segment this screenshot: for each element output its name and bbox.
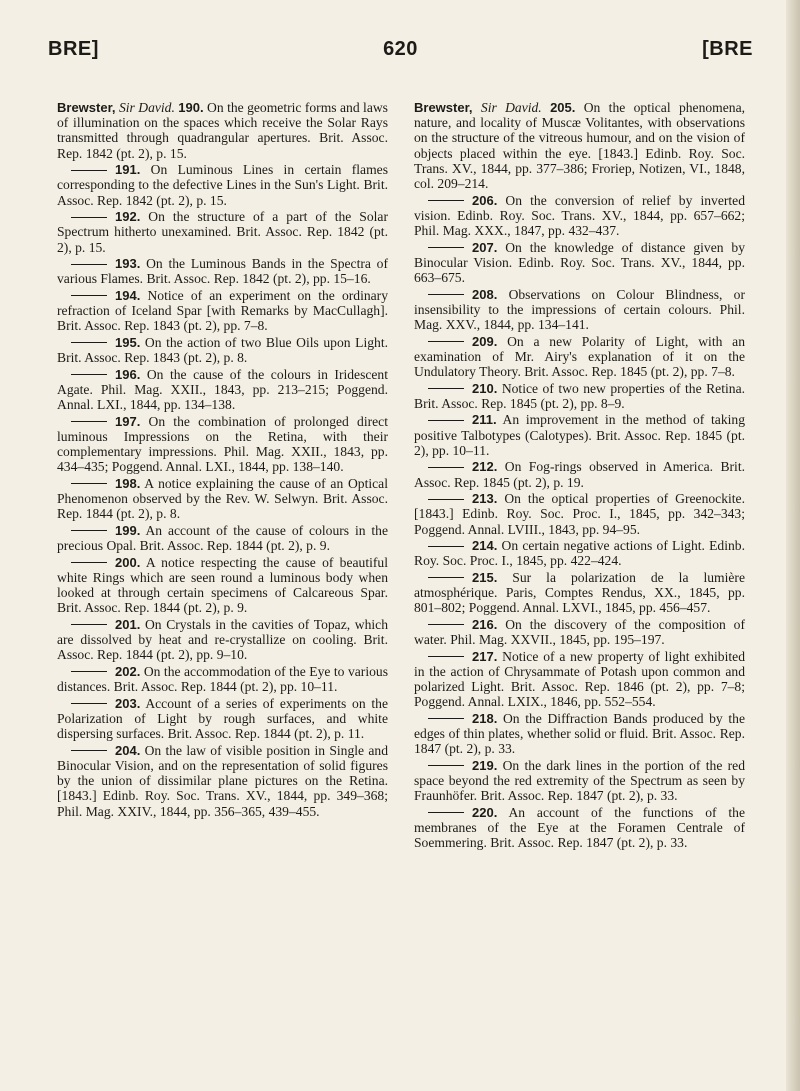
entry-text: On a new Polarity of Light, with an examination of Mr. Airy's explanation of it on the Undulatory Theory. Brit. Assoc. Rep. 1845 (pt. 2), pp. 7–8. xyxy=(414,333,745,380)
bibliography-entry xyxy=(57,335,388,365)
entry-text: On certain negative actions of Light. Edinb. Roy. Soc. Proc. I., 1845, pp. 422–424. xyxy=(414,538,745,569)
entry-text: On the knowledge of distance given by Binocular Vision. Edinb. Roy. Soc. Trans. XV., 1844, pp. 663–675. xyxy=(414,239,745,286)
ditto-dash xyxy=(428,718,464,719)
ditto-dash xyxy=(428,656,464,657)
ditto-dash xyxy=(428,247,464,248)
author-forename: Sir David. xyxy=(480,100,542,115)
header-left: BRE] xyxy=(48,38,99,60)
entry-text: On Crystals in the cavities of Topaz, which are dissolved by heat and re-crystallize on cooling. Brit. Assoc. Rep. 1844 (pt. 2), pp. 9–10. xyxy=(57,617,388,663)
bibliography-entry xyxy=(57,696,388,742)
entry-number: 200. xyxy=(115,554,141,570)
ditto-dash xyxy=(428,546,464,547)
ditto-dash xyxy=(428,420,464,421)
entry-text: On the optical properties of Greenockite. [1843.] Edinb. Roy. Soc. Proc. I., 1845, pp. 342–343; Poggend. Annal. LVIII., 1843, pp. 94–95. xyxy=(414,491,745,537)
ditto-dash xyxy=(71,217,107,218)
entry-number: 207. xyxy=(472,239,498,255)
bibliography-entry xyxy=(57,664,388,694)
entry-text: On the cause of the colours in Iridescent Agate. Phil. Mag. XXII., 1843, pp. 213–215; Poggend. Annal. LXI., 1844, pp. 134–138. xyxy=(57,366,389,413)
header-right: [BRE xyxy=(702,38,753,60)
left-column xyxy=(57,100,388,852)
entry-number: 194. xyxy=(115,288,141,303)
bibliography-entry xyxy=(414,570,745,616)
bibliography-entry xyxy=(414,617,745,647)
ditto-dash xyxy=(71,421,107,422)
entry-number: 193. xyxy=(115,256,141,272)
entry-number: 215. xyxy=(472,570,498,585)
bibliography-entry xyxy=(414,805,745,851)
ditto-dash xyxy=(428,812,464,813)
entry-number: 203. xyxy=(115,695,141,711)
entry-number: 217. xyxy=(472,648,498,664)
bibliography-entry xyxy=(57,288,388,334)
ditto-dash xyxy=(428,294,464,295)
bibliography-entry xyxy=(414,240,745,286)
entry-number: 210. xyxy=(472,380,498,396)
bibliography-entry xyxy=(57,476,388,522)
entry-number: 204. xyxy=(115,742,141,758)
entry-text: On the accommodation of the Eye to various distances. Brit. Assoc. Rep. 1844 (pt. 2), pp. 10–11. xyxy=(57,664,388,695)
bibliography-entry xyxy=(57,367,388,413)
bibliography-entry xyxy=(57,617,388,663)
bibliography-entry xyxy=(57,414,388,475)
entry-number: 220. xyxy=(472,805,498,820)
ditto-dash xyxy=(71,483,107,484)
bibliography-entry xyxy=(414,491,745,537)
bibliography-entry xyxy=(414,381,745,411)
page-edge xyxy=(786,0,800,1091)
bibliography-entry xyxy=(414,412,745,458)
entry-text: On Fog-rings observed in America. Brit. Assoc. Rep. 1845 (pt. 2), p. 19. xyxy=(414,459,746,490)
ditto-dash xyxy=(428,577,464,578)
ditto-dash xyxy=(428,200,464,201)
entry-text: Notice of two new properties of the Retina. Brit. Assoc. Rep. 1845 (pt. 2), pp. 8–9. xyxy=(414,380,745,411)
ditto-dash xyxy=(71,671,107,672)
entry-number: 190. xyxy=(178,100,204,115)
entry-number: 197. xyxy=(115,413,141,429)
entry-text: On the Luminous Bands in the Spectra of various Flames. Brit. Assoc. Rep. 1842 (pt. 2), pp. 15–16. xyxy=(57,256,388,287)
ditto-dash xyxy=(428,388,464,389)
entry-text: On the Diffraction Bands produced by the edges of thin plates, whether solid or fluid. Brit. Assoc. Rep. 1847 (pt. 2), p. 33. xyxy=(414,711,745,757)
ditto-dash xyxy=(428,624,464,625)
entry-number: 192. xyxy=(115,209,141,225)
ditto-dash xyxy=(71,562,107,563)
bibliography-entry xyxy=(57,256,388,286)
entry-text: Notice of an experiment on the ordinary refraction of Iceland Spar [with Remarks by MacCullagh]. Brit. Assoc. Rep. 1843 (pt. 2), pp. 7–8. xyxy=(57,288,388,334)
entry-number: 199. xyxy=(115,523,141,538)
entry-number: 208. xyxy=(472,286,498,302)
entry-number: 214. xyxy=(472,538,498,554)
entry-text: Notice of a new property of light exhibited in the action of Chrysammate of Potash upon common and polarized Light. Brit. Assoc. Rep. 1846 (pt. 2), pp. 7–8; Poggend. Annal. LXIX., 1846, pp. 552–554. xyxy=(414,648,745,710)
entry-text: A notice explaining the cause of an Optical Phenomenon observed by the Rev. W. Selwyn. Brit. Assoc. Rep. 1844 (pt. 2), p. 8. xyxy=(57,476,388,522)
bibliography-entry xyxy=(414,538,745,568)
entry-number: 205. xyxy=(550,100,576,115)
entry-text: Sur la polarization de la lumière atmosphérique. Paris, Comptes Rendus, XX., 1845, pp. 801–802; Poggend. Annal. LXVI., 1845, pp. 456–457. xyxy=(414,570,745,616)
ditto-dash xyxy=(428,341,464,342)
bibliography-entry xyxy=(414,758,745,804)
bibliography-entry xyxy=(57,209,388,255)
running-header xyxy=(48,38,753,68)
entry-text: On the conversion of relief by inverted vision. Edinb. Roy. Soc. Trans. XV., 1844, pp. 657–662; Phil. Mag. XXX., 1847, pp. 432–437. xyxy=(414,192,746,239)
ditto-dash xyxy=(71,703,107,704)
entry-text: An account of the functions of the membranes of the Eye at the Foramen Centrale of Soemmering. Brit. Assoc. Rep. 1847 (pt. 2), p. 33. xyxy=(414,805,745,851)
entry-number: 216. xyxy=(472,617,498,632)
entry-text: Account of a series of experiments on the Polarization of Light by rough surfaces, and white dispersing surfaces. Brit. Assoc. Rep. 1844 (pt. 2), p. 11. xyxy=(57,695,388,742)
ditto-dash xyxy=(428,499,464,500)
entry-text: An account of the cause of colours in the precious Opal. Brit. Assoc. Rep. 1844 (pt. 2), p. 9. xyxy=(57,523,388,554)
bibliography-entry xyxy=(57,523,388,553)
entry-number: 195. xyxy=(115,335,141,350)
entry-number: 202. xyxy=(115,664,141,679)
entry-text: On the optical phenomena, nature, and locality of Muscæ Volitantes, with observations on the structure of the vitreous humour, and on the vision of objects placed within the eye. [1843.] Edinb. Roy. Soc. Trans. XV., 1844, pp. 377–386; Froriep, Notizen, VI., 1848, col. 209–214. xyxy=(414,100,745,192)
ditto-dash xyxy=(71,624,107,625)
ditto-dash xyxy=(71,342,107,343)
bibliography-entry xyxy=(414,287,745,333)
entry-text: An improvement in the method of taking positive Talbotypes (Calotypes). Brit. Assoc. Rep. 1845 (pt. 2), pp. 10–11. xyxy=(414,412,745,458)
entry-text: On the dark lines in the portion of the red space beyond the red extremity of the Spectrum as seen by Fraunhöfer. Brit. Assoc. Rep. 1847 (pt. 2), p. 33. xyxy=(414,758,745,804)
entry-text: A notice respecting the cause of beautiful white Rings which are seen round a luminous body when looked at through certain specimens of Calcareous Spar. Brit. Assoc. Rep. 1844 (pt. 2), p. 9. xyxy=(57,554,388,616)
entry-number: 198. xyxy=(115,476,141,491)
entry-number: 191. xyxy=(115,162,141,178)
entry-number: 209. xyxy=(472,333,498,349)
entry-number: 196. xyxy=(115,366,141,382)
entry-text: On Luminous Lines in certain flames corresponding to the defective Lines in the Sun's Light. Brit. Assoc. Rep. 1842 (pt. 2), p. 15. xyxy=(57,162,388,208)
entry-number: 218. xyxy=(472,711,498,726)
ditto-dash xyxy=(71,170,107,171)
ditto-dash xyxy=(428,467,464,468)
page-number: 620 xyxy=(383,38,418,60)
author-forename: Sir David. xyxy=(118,100,175,115)
bibliography-entry xyxy=(414,334,745,380)
entry-text: On the structure of a part of the Solar Spectrum hitherto unexamined. Brit. Assoc. Rep. 1842 (pt. 2), p. 15. xyxy=(57,209,388,255)
ditto-dash xyxy=(71,295,107,296)
bibliography-entry xyxy=(57,555,388,616)
bibliography-entry xyxy=(57,100,388,161)
entry-number: 206. xyxy=(472,192,498,208)
entry-number: 201. xyxy=(115,617,141,632)
bibliography-entry xyxy=(414,649,745,710)
author-name: Brewster, xyxy=(414,100,473,115)
ditto-dash xyxy=(71,750,107,751)
right-column xyxy=(414,100,745,852)
ditto-dash xyxy=(71,374,107,375)
entry-text: On the combination of prolonged direct luminous Impressions on the Retina, with their complementary impressions. Phil. Mag. XXII., 1843, pp. 434–435; Poggend. Annal. LXI., 1844, pp. 138–140. xyxy=(57,413,388,475)
entry-number: 213. xyxy=(472,491,498,507)
bibliography-entry xyxy=(57,162,388,208)
bibliography-entry xyxy=(414,459,745,489)
entry-text: On the law of visible position in Single and Binocular Vision, and on the representation of solid figures by the union of dissimilar plane pictures on the Retina. [1843.] Edinb. Roy. Soc. Trans. XV., 1844, pp. 349–368; Phil. Mag. XXIV., 1844, pp. 356–365, 439–455. xyxy=(57,742,388,819)
ditto-dash xyxy=(71,264,107,265)
entry-number: 211. xyxy=(472,412,497,428)
bibliography-entry xyxy=(414,711,745,757)
entry-number: 212. xyxy=(472,459,498,475)
entry-text: On the action of two Blue Oils upon Light. Brit. Assoc. Rep. 1843 (pt. 2), p. 8. xyxy=(57,335,388,366)
bibliography-entry xyxy=(57,743,388,819)
author-name: Brewster, xyxy=(57,100,116,115)
entry-text: Observations on Colour Blindness, or insensibility to the impressions of certain colours. Phil. Mag. XXV., 1844, pp. 134–141. xyxy=(414,286,745,333)
bibliography-entry xyxy=(414,100,745,191)
entry-text: On the geometric forms and laws of illumination on the spaces which receive the Solar Rays transmitted through quadrangular apertures. Brit. Assoc. Rep. 1842 (pt. 2), p. 15. xyxy=(57,100,388,161)
ditto-dash xyxy=(428,765,464,766)
text-columns xyxy=(57,100,745,852)
entry-text: On the discovery of the composition of water. Phil. Mag. XXVII., 1845, pp. 195–197. xyxy=(414,617,745,648)
entry-number: 219. xyxy=(472,758,498,773)
ditto-dash xyxy=(71,530,107,531)
bibliography-entry xyxy=(414,193,745,239)
